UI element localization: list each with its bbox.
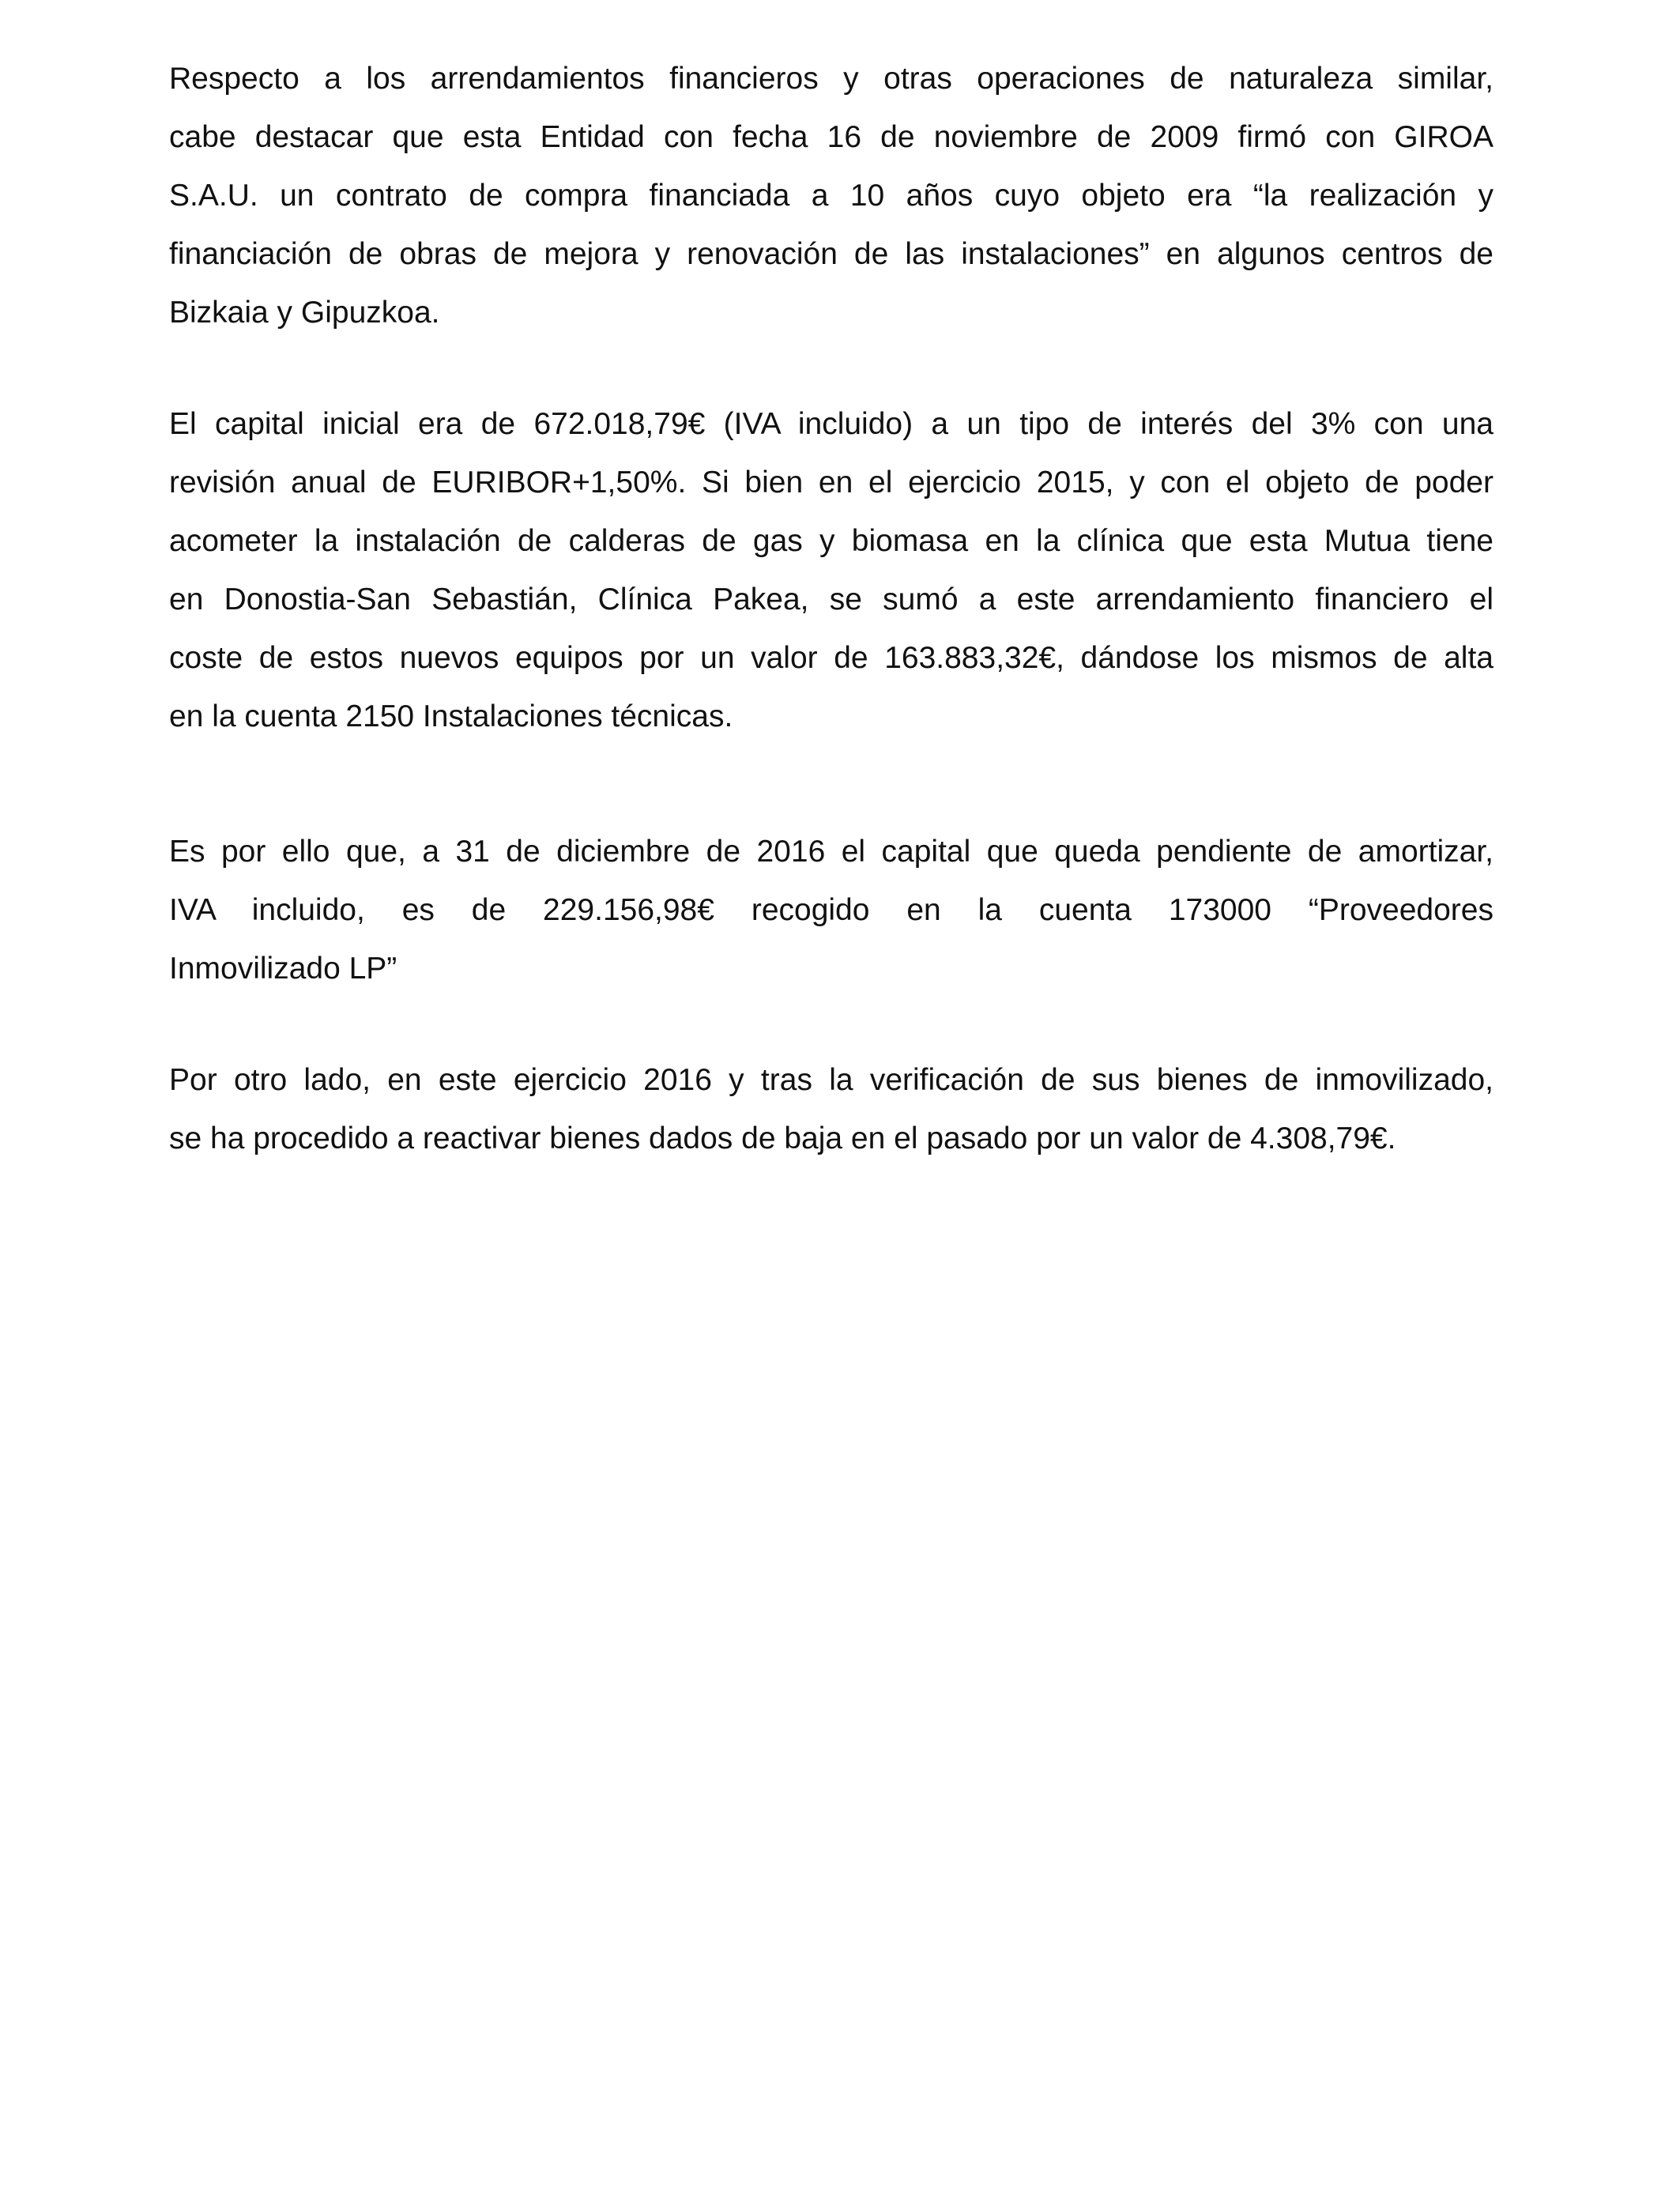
text-line: Es por ello que, a 31 de diciembre de 2016 el capital que queda pendiente de amortizar, xyxy=(169,835,1494,869)
text-line: financiación de obras de mejora y renovación de las instalaciones” en algunos centros de xyxy=(169,237,1494,271)
text-line: cabe destacar que esta Entidad con fecha 16 de noviembre de 2009 firmó con GIROA xyxy=(169,120,1494,154)
paragraph-leasing-intro xyxy=(169,50,1494,342)
text-line: revisión anual de EURIBOR+1,50%. Si bien en el ejercicio 2015, y con el objeto de poder xyxy=(169,466,1494,499)
text-line: S.A.U. un contrato de compra financiada a 10 años cuyo objeto era “la realización y xyxy=(169,179,1494,213)
text-line: en la cuenta 2150 Instalaciones técnicas. xyxy=(169,699,733,733)
text-line: se ha procedido a reactivar bienes dados de baja en el pasado por un valor de 4.308,79€. xyxy=(169,1122,1396,1155)
text-line: acometer la instalación de calderas de gas y biomasa en la clínica que esta Mutua tiene xyxy=(169,524,1494,558)
text-line: El capital inicial era de 672.018,79€ (IVA incluido) a un tipo de interés del 3% con una xyxy=(169,407,1494,441)
text-line: IVA incluido, es de 229.156,98€ recogido en la cuenta 173000 “Proveedores xyxy=(169,893,1494,927)
text-line: coste de estos nuevos equipos por un valor de 163.883,32€, dándose los mismos de alta xyxy=(169,641,1494,675)
paragraph-pending-capital xyxy=(169,823,1494,998)
text-line: Bizkaia y Gipuzkoa. xyxy=(169,296,440,330)
paragraph-initial-capital xyxy=(169,395,1494,746)
text-line: Por otro lado, en este ejercicio 2016 y tras la verificación de sus bienes de inmovilizado, xyxy=(169,1063,1494,1097)
text-line: en Donostia-San Sebastián, Clínica Pakea, se sumó a este arrendamiento financiero el xyxy=(169,582,1494,616)
paragraph-reactivated-assets xyxy=(169,1051,1494,1168)
text-line: Respecto a los arrendamientos financieros y otras operaciones de naturaleza similar, xyxy=(169,62,1494,96)
text-line: Inmovilizado LP” xyxy=(169,952,397,986)
